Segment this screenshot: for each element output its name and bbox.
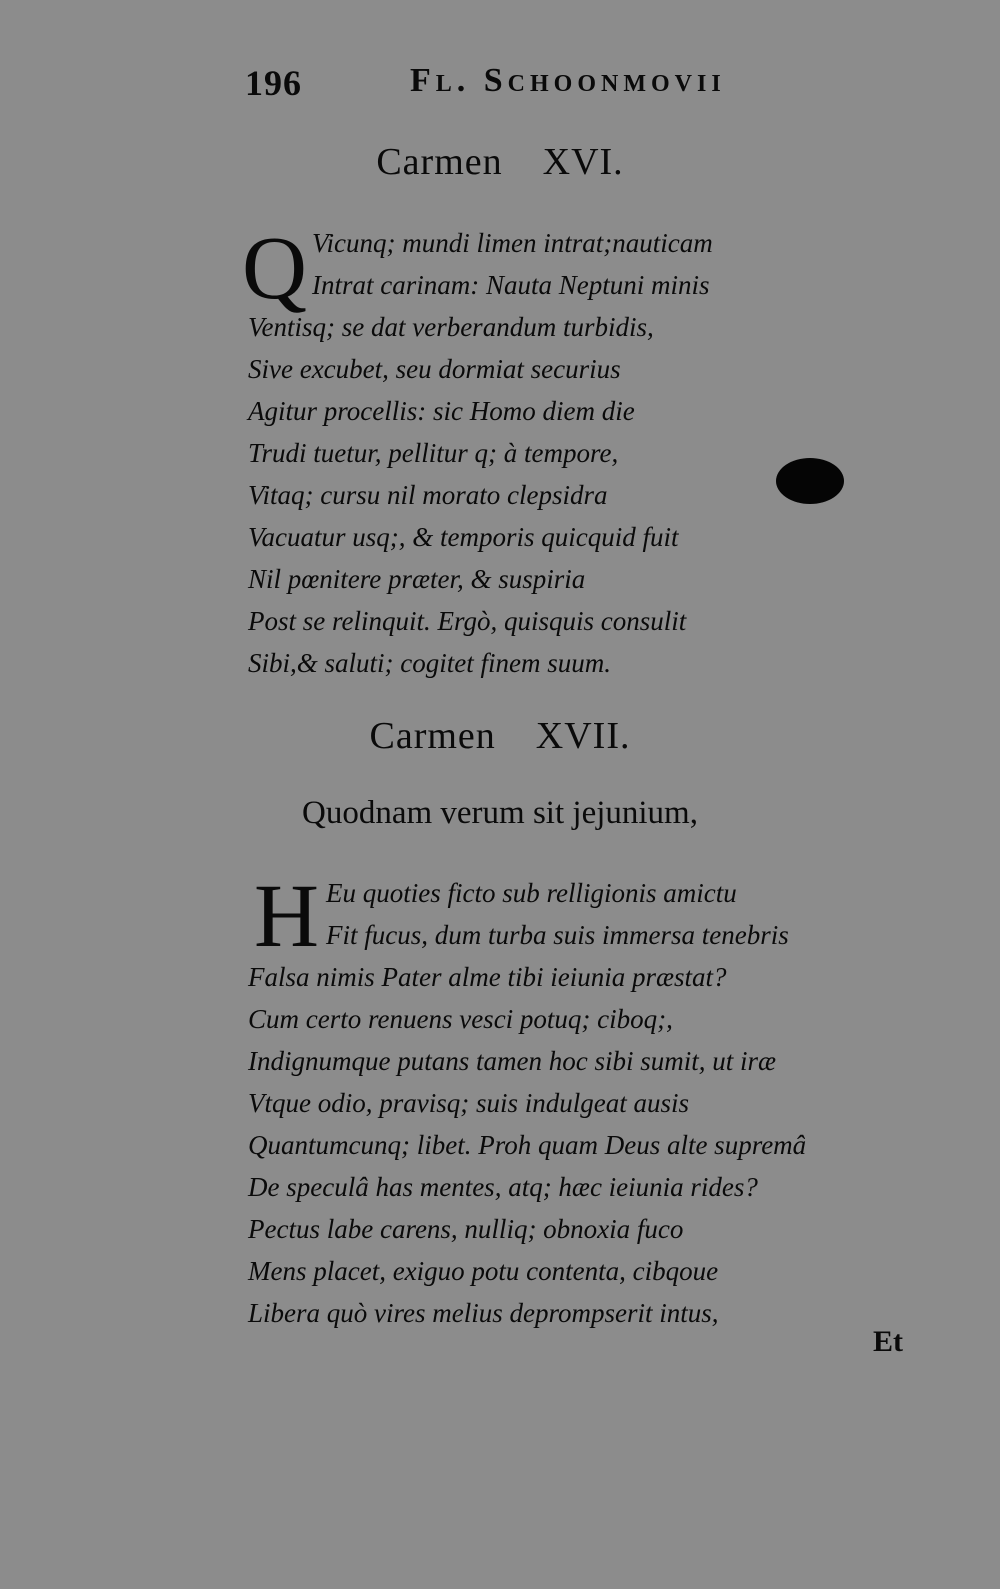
poem-17-title bbox=[0, 714, 1000, 758]
poem-17-line: Vtque odio, pravisq; suis indulgeat ausis bbox=[248, 1088, 689, 1118]
poem-17-line: Quantumcunq; libet. Proh quam Deus alte supremâ bbox=[248, 1130, 807, 1160]
poem-17-drop-cap: H bbox=[254, 867, 319, 966]
author-running-title: Fl. Schoonmovii bbox=[410, 62, 726, 99]
poem-17-line: Falsa nimis Pater alme tibi ieiunia præstat? bbox=[248, 962, 727, 992]
poem-16-line: Nil pœnitere præter, & suspiria bbox=[248, 564, 586, 594]
poem-17-line: Eu quoties ficto sub relligionis amictu bbox=[326, 878, 737, 908]
poem-16-line: Vacuatur usq;, & temporis quicquid fuit bbox=[248, 522, 679, 552]
poem-16-line: Ventisq; se dat verberandum turbidis, bbox=[248, 312, 654, 342]
poem-16-line: Post se relinquit. Ergò, quisquis consulit bbox=[248, 606, 687, 636]
poem-16-line: Agitur procellis: sic Homo diem die bbox=[248, 396, 635, 426]
poem-16-title-word: Carmen bbox=[376, 141, 503, 183]
poem-17-line: Cum certo renuens vesci potuq; ciboq;, bbox=[248, 1004, 673, 1034]
poem-16-title-numeral: XVI. bbox=[542, 141, 624, 183]
poem-16-line: Sive excubet, seu dormiat securius bbox=[248, 354, 621, 384]
catchword: Et bbox=[873, 1325, 903, 1358]
poem-16-line: Sibi,& saluti; cogitet finem suum. bbox=[248, 648, 611, 678]
poem-16-line: Intrat carinam: Nauta Neptuni minis bbox=[312, 270, 710, 300]
poem-17-line: Pectus labe carens, nulliq; obnoxia fuco bbox=[248, 1214, 684, 1244]
poem-16-line: Vicunq; mundi limen intrat;nauticam bbox=[312, 228, 713, 258]
poem-17-line: Libera quò vires melius deprompserit intus, bbox=[248, 1298, 719, 1328]
poem-16-drop-cap: Q bbox=[242, 219, 307, 318]
poem-17-line: Fit fucus, dum turba suis immersa tenebris bbox=[326, 920, 789, 950]
poem-17-title-word: Carmen bbox=[369, 715, 496, 757]
poem-17-subtitle: Quodnam verum sit jejunium, bbox=[302, 795, 698, 831]
running-head bbox=[245, 62, 805, 112]
poem-17-line: De speculâ has mentes, atq; hæc ieiunia rides? bbox=[248, 1172, 758, 1202]
poem-16-line: Trudi tuetur, pellitur q; à tempore, bbox=[248, 438, 619, 468]
poem-17-line: Indignumque putans tamen hoc sibi sumit, ut iræ bbox=[248, 1046, 776, 1076]
poem-17-line: Mens placet, exiguo potu contenta, cibqoue bbox=[248, 1256, 719, 1286]
poem-17-title-numeral: XVII. bbox=[535, 715, 631, 757]
poem-16-title bbox=[0, 140, 1000, 184]
poem-16-line: Vitaq; cursu nil morato clepsidra bbox=[248, 480, 608, 510]
page-number: 196 bbox=[245, 63, 302, 103]
ink-blot bbox=[776, 458, 844, 504]
